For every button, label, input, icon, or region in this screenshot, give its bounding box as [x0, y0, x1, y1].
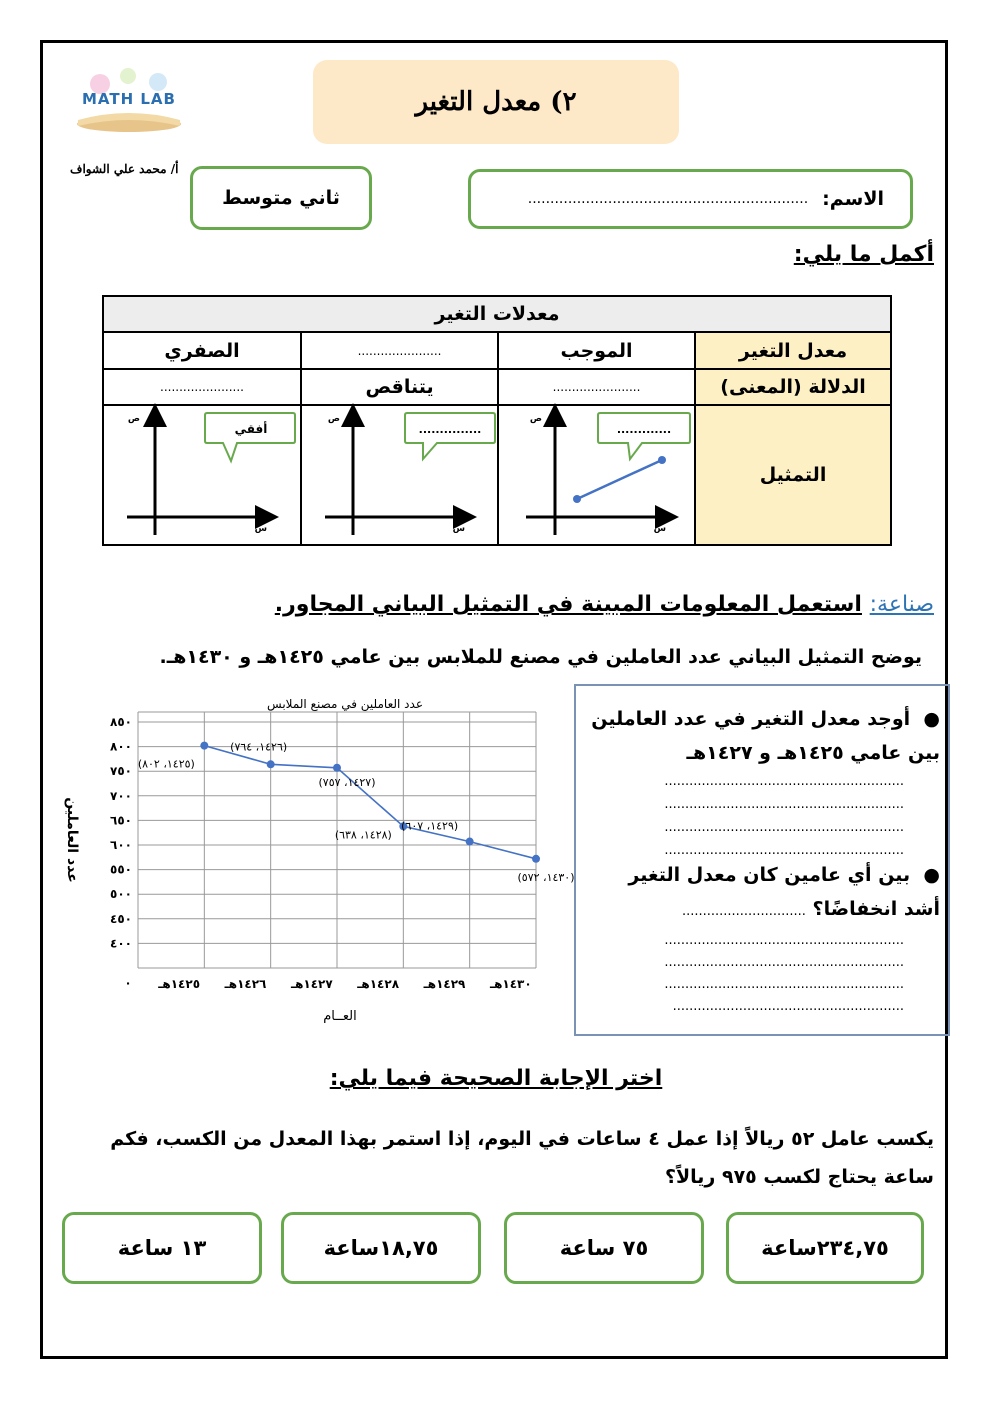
callout-bubble [205, 413, 295, 461]
option-a[interactable]: ٢٣٤,٧٥ساعة [726, 1212, 924, 1284]
x-tick-label: ١٤٣٠هـ [489, 977, 532, 991]
graph-negative-axes [305, 407, 495, 543]
data-label: (١٤٣٠، ٥٧٢) [517, 870, 575, 884]
graph-positive-axes [502, 407, 692, 543]
y-tick-label: ٧٠٠ [110, 788, 132, 803]
question-2-prompt-dots[interactable]: .............................. [681, 904, 806, 919]
complete-heading: أكمل ما يلي: [793, 242, 934, 267]
data-point [200, 742, 208, 750]
answer-line[interactable]: .......................................................... [664, 843, 904, 858]
callout-bubble [405, 413, 495, 459]
name-label: الاسم: [822, 188, 884, 210]
industry-heading [275, 592, 934, 617]
graph-zero [103, 405, 301, 545]
series-line [204, 746, 536, 859]
page-title: ٢) معدل التغير [313, 60, 679, 144]
workers-line-chart [60, 690, 575, 1036]
bullet-icon: ● [910, 708, 940, 730]
y-tick-label: ٤٠٠ [110, 936, 132, 951]
bullet-icon: ● [910, 864, 940, 886]
y-axis-label: ص [127, 414, 141, 424]
x-tick-label: ١٤٢٩هـ [423, 977, 466, 991]
graph-negative [301, 405, 498, 545]
rate-zero: الصفري [103, 332, 301, 369]
table-title: معدلات التغير [103, 296, 891, 332]
question-1-answer[interactable] [664, 770, 904, 862]
graph-zero-axes [107, 407, 297, 543]
y-tick-label: ٧٥٠ [110, 764, 132, 779]
callout-text: ............... [418, 423, 481, 436]
question-1 [580, 702, 940, 770]
callout-text: ............. [616, 423, 671, 436]
x-ticks [157, 977, 531, 991]
industry-instruction: استعمل المعلومات المبينة في التمثيل البياني المجاور. [274, 592, 862, 617]
y-tick-label: ٤٥٠ [110, 911, 132, 926]
data-label: (١٤٢٩، ٦٠٧) [401, 819, 459, 833]
chart-title: عدد العاملين في مصنع الملابس [267, 697, 423, 711]
y-axis-title: عدد العاملين [64, 797, 80, 883]
option-c[interactable]: ١٨,٧٥ساعة [281, 1212, 481, 1284]
positive-line [577, 460, 662, 499]
answer-line[interactable]: .......................................................... [664, 933, 904, 948]
name-blank: ............................................................... [527, 191, 809, 207]
question-2-text: بين أي عامين كان معدل التغير أشد انخفاضًا؟ [628, 864, 940, 920]
answer-line[interactable]: .......................................................... [664, 955, 904, 970]
x-tick-label: ١٤٢٦هـ [224, 977, 267, 991]
y-tick-label: ٨٠٠ [110, 739, 132, 754]
answer-line[interactable]: .......................................................... [664, 977, 904, 992]
answer-line[interactable]: ........................................................ [672, 999, 904, 1014]
row-label-meaning: الدلالة (المعنى) [695, 369, 891, 405]
row-label-rate: معدل التغير [695, 332, 891, 369]
rates-table [102, 295, 892, 546]
y-tick-label: ٦٠٠ [110, 838, 132, 852]
question-1-text: أوجد معدل التغير في عدد العاملين بين عامي ١٤٢٥هـ و ١٤٢٧هـ [591, 708, 940, 764]
data-point [466, 838, 474, 846]
data-label: (١٤٢٦، ٧٦٤) [230, 740, 288, 754]
question-2 [590, 858, 940, 929]
callout-bubble [598, 413, 690, 459]
data-label: (١٤٢٨، ٦٣٨) [334, 828, 392, 842]
data-point [333, 764, 341, 772]
callout-text: أفقي [234, 422, 268, 436]
positive-point-start [573, 495, 581, 503]
industry-label: صناعة: [869, 592, 934, 617]
y-ticks [110, 715, 132, 950]
graph-positive [498, 405, 695, 545]
y-axis-label: ص [327, 414, 340, 424]
name-field[interactable] [468, 169, 913, 229]
option-d[interactable]: ١٣ ساعة [62, 1212, 262, 1284]
x-tick-label: ١٤٢٥هـ [158, 977, 201, 991]
data-point [532, 855, 540, 863]
data-label: (١٤٢٥، ٨٠٢) [137, 757, 195, 771]
question-2-answer[interactable] [664, 930, 904, 1018]
y-tick-label: ٥٠٠ [110, 887, 132, 902]
logo-text: MATH LAB [82, 90, 176, 108]
y-axis-label: ص [529, 414, 542, 424]
rate-negative-blank[interactable]: ...................... [301, 332, 498, 369]
answer-line[interactable]: .......................................................... [664, 774, 904, 789]
positive-point-end [658, 456, 666, 464]
answer-line[interactable]: .......................................................... [664, 797, 904, 812]
origin-label: ٠ [124, 976, 132, 990]
choose-question: يكسب عامل ٥٢ ريالاً إذا عمل ٤ ساعات في اليوم، إذا استمر بهذا المعدل من الكسب، فكم ساعة يحتاج لكسب ٩٧٥ ريالاً؟ [110, 1128, 934, 1188]
meaning-decreasing: يتناقص [301, 369, 498, 405]
answer-line[interactable]: .......................................................... [664, 820, 904, 835]
meaning-zero-blank[interactable]: ...................... [103, 369, 301, 405]
x-tick-label: ١٤٢٨هـ [357, 977, 400, 991]
data-point [267, 760, 275, 768]
y-tick-label: ٦٥٠ [110, 813, 132, 828]
row-label-graph: التمثيل [695, 405, 891, 545]
grade-label: ثاني متوسط [190, 166, 372, 230]
industry-description: يوضح التمثيل البياني عدد العاملين في مصنع للملابس بين عامي ١٤٢٥هـ و ١٤٣٠هـ. [159, 646, 922, 668]
choose-heading: اختر الإجابة الصحيحة فيما يلي: [329, 1066, 663, 1091]
x-axis-label: س [452, 524, 465, 534]
y-tick-label: ٥٥٠ [110, 862, 132, 877]
x-axis-label: س [254, 524, 268, 534]
chart-series [138, 740, 575, 883]
teacher-name: أ/ محمد علي الشواف [70, 162, 179, 176]
y-tick-label: ٨٥٠ [110, 715, 132, 729]
x-axis-title: العــام [323, 1009, 357, 1024]
rate-positive: الموجب [498, 332, 695, 369]
x-tick-label: ١٤٢٧هـ [290, 977, 333, 991]
data-label: (١٤٢٧، ٧٥٧) [318, 775, 376, 789]
option-b[interactable]: ٧٥ ساعة [504, 1212, 704, 1284]
meaning-positive-blank[interactable]: ....................... [498, 369, 695, 405]
x-axis-label: س [653, 524, 666, 534]
